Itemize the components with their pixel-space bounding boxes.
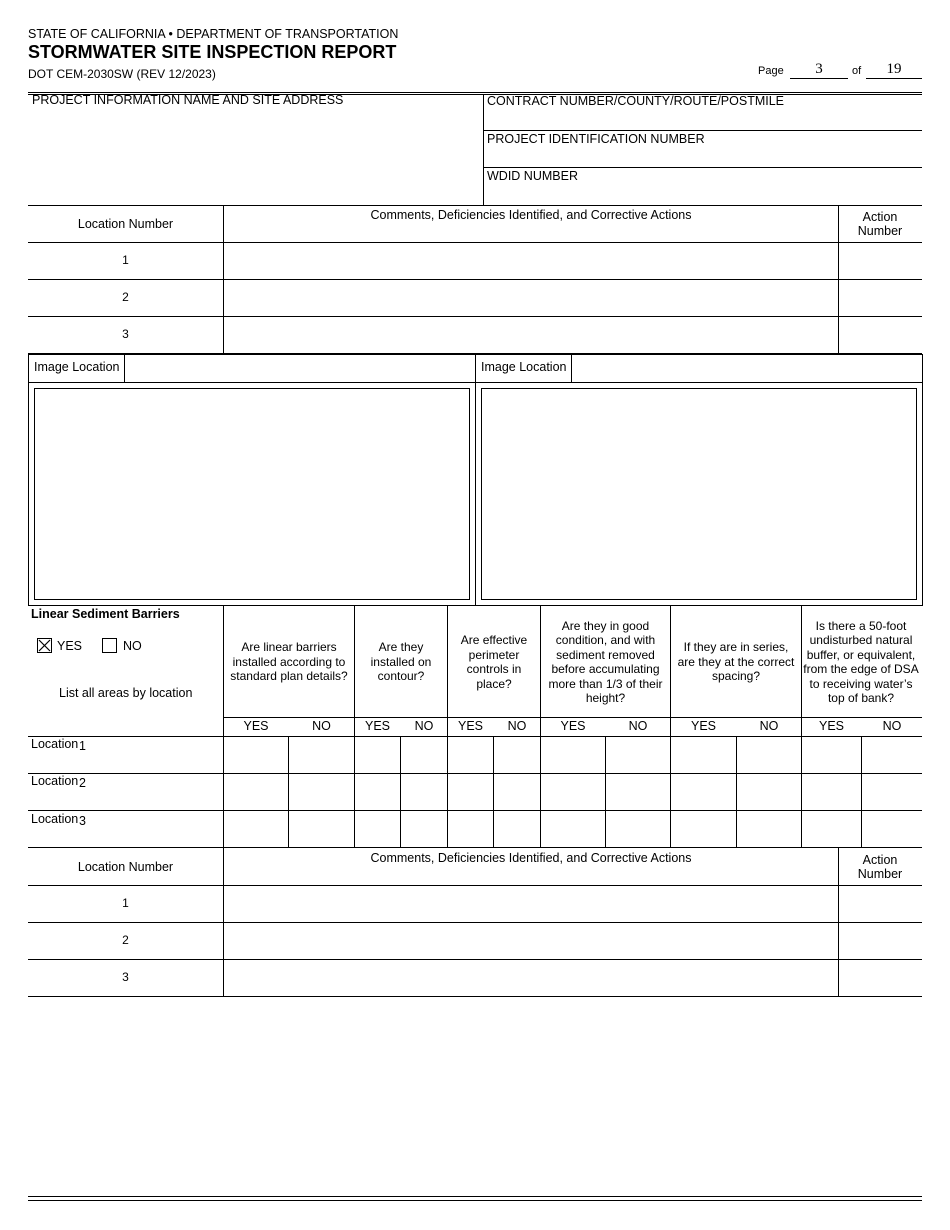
barrier-answer-cell[interactable] xyxy=(672,775,736,809)
footer-rule xyxy=(28,1196,922,1197)
divider xyxy=(605,736,606,847)
project-info-label: PROJECT INFORMATION NAME AND SITE ADDRESS xyxy=(32,93,344,107)
no-header: NO xyxy=(507,719,527,734)
no-header: NO xyxy=(882,719,902,734)
comments1-row-comments[interactable] xyxy=(225,281,835,314)
divider xyxy=(571,354,572,382)
no-header: NO xyxy=(414,719,434,734)
question-series-spacing: If they are in series, are they at the correct spacing? xyxy=(677,640,795,684)
question-on-contour: Are they installed on contour? xyxy=(370,640,432,684)
project-id-field[interactable] xyxy=(485,148,921,167)
image-box-left[interactable] xyxy=(34,388,470,600)
barrier-answer-cell[interactable] xyxy=(402,775,447,809)
barrier-answer-cell[interactable] xyxy=(672,812,736,846)
barrier-answer-cell[interactable] xyxy=(495,738,540,772)
divider xyxy=(475,354,476,606)
no-header: NO xyxy=(759,719,779,734)
contract-field[interactable] xyxy=(485,110,921,130)
barrier-answer-cell[interactable] xyxy=(495,812,540,846)
barrier-answer-cell[interactable] xyxy=(607,738,670,772)
col-location-number: Location Number xyxy=(77,859,174,874)
comments2-row-location: 2 xyxy=(122,933,129,948)
barrier-answer-cell[interactable] xyxy=(356,775,400,809)
question-standard-plan: Are linear barriers installed according to standard plan details? xyxy=(230,640,348,684)
barrier-answer-cell[interactable] xyxy=(542,812,605,846)
barrier-answer-cell[interactable] xyxy=(290,738,354,772)
comments2-row-action[interactable] xyxy=(840,924,920,957)
agency-line: STATE OF CALIFORNIA • DEPARTMENT OF TRANSPORTATION xyxy=(28,27,399,41)
rule xyxy=(28,736,922,737)
no-header: NO xyxy=(312,719,331,734)
checkmark-x-icon xyxy=(38,639,51,652)
rule xyxy=(483,167,922,168)
comments1-row-comments[interactable] xyxy=(225,244,835,277)
yes-header: YES xyxy=(690,719,716,734)
of-label: of xyxy=(852,65,862,77)
col-comments: Comments, Deficiencies Identified, and Corrective Actions xyxy=(370,850,692,865)
barrier-answer-cell[interactable] xyxy=(738,775,801,809)
barrier-answer-cell[interactable] xyxy=(803,775,861,809)
barrier-answer-cell[interactable] xyxy=(356,738,400,772)
image-location-label-left: Image Location xyxy=(34,360,120,374)
rule xyxy=(28,810,922,811)
barrier-answer-cell[interactable] xyxy=(225,775,288,809)
barriers-list-label: List all areas by location xyxy=(59,686,193,700)
comments2-row-action[interactable] xyxy=(840,887,920,920)
footer-rule xyxy=(28,1200,922,1201)
comments1-row-comments[interactable] xyxy=(225,318,835,351)
comments2-row-location: 1 xyxy=(122,896,129,911)
yes-header: YES xyxy=(818,719,844,734)
barrier-answer-cell[interactable] xyxy=(290,775,354,809)
comments1-row-location: 3 xyxy=(122,327,129,342)
barrier-answer-cell[interactable] xyxy=(542,738,605,772)
comments1-row-location: 1 xyxy=(122,253,129,268)
barrier-answer-cell[interactable] xyxy=(356,812,400,846)
barrier-answer-cell[interactable] xyxy=(402,812,447,846)
barrier-answer-cell[interactable] xyxy=(449,738,493,772)
comments1-row-location: 2 xyxy=(122,290,129,305)
page-number-field[interactable]: 3 xyxy=(790,60,848,79)
barrier-answer-cell[interactable] xyxy=(290,812,354,846)
barrier-answer-cell[interactable] xyxy=(225,738,288,772)
barriers-no-label: NO xyxy=(123,639,142,653)
wdid-field[interactable] xyxy=(485,185,921,205)
barrier-answer-cell[interactable] xyxy=(672,738,736,772)
comments1-row-action[interactable] xyxy=(840,244,920,277)
project-info-field[interactable] xyxy=(30,110,480,204)
divider xyxy=(861,736,862,847)
barrier-row-location[interactable]: 3 xyxy=(79,814,86,828)
barrier-answer-cell[interactable] xyxy=(863,775,921,809)
page-label: Page xyxy=(758,65,784,77)
yes-header: YES xyxy=(243,719,269,734)
total-pages-field[interactable]: 19 xyxy=(866,60,922,79)
image-location-label-right: Image Location xyxy=(481,360,567,374)
barrier-answer-cell[interactable] xyxy=(738,812,801,846)
barriers-no-checkbox[interactable] xyxy=(102,638,117,653)
form-title: STORMWATER SITE INSPECTION REPORT xyxy=(28,42,397,62)
question-50-foot-buffer: Is there a 50-foot undisturbed natural buffer, or equivalent, from the edge of DSA to receiving water’s top of bank? xyxy=(803,618,919,705)
no-header: NO xyxy=(628,719,648,734)
yes-header: YES xyxy=(560,719,586,734)
barrier-answer-cell[interactable] xyxy=(607,812,670,846)
rule xyxy=(28,773,922,774)
divider xyxy=(483,94,484,206)
image-box-right[interactable] xyxy=(481,388,917,600)
col-action-number: Action Number xyxy=(857,209,903,238)
divider xyxy=(288,736,289,847)
rule xyxy=(483,130,922,131)
barriers-yes-label: YES xyxy=(57,639,83,653)
barrier-answer-cell[interactable] xyxy=(863,738,921,772)
comments2-row-comments[interactable] xyxy=(225,961,835,994)
col-comments: Comments, Deficiencies Identified, and Corrective Actions xyxy=(370,207,692,222)
barrier-answer-cell[interactable] xyxy=(449,812,493,846)
barrier-row-location-label: Location xyxy=(31,774,79,788)
comments2-row-action[interactable] xyxy=(840,961,920,994)
col-location-number: Location Number xyxy=(77,216,174,231)
divider xyxy=(736,736,737,847)
barriers-title: Linear Sediment Barriers xyxy=(31,607,180,621)
barrier-row-location-label: Location xyxy=(31,737,79,751)
rule xyxy=(28,382,922,383)
yes-header: YES xyxy=(457,719,483,734)
comments2-row-comments[interactable] xyxy=(225,887,835,920)
barrier-answer-cell[interactable] xyxy=(738,738,801,772)
contract-label: CONTRACT NUMBER/COUNTY/ROUTE/POSTMILE xyxy=(487,94,785,108)
project-id-label: PROJECT IDENTIFICATION NUMBER xyxy=(487,132,705,146)
barrier-answer-cell[interactable] xyxy=(225,812,288,846)
col-action-number: Action Number xyxy=(857,852,903,881)
comments1-row-action[interactable] xyxy=(840,318,920,351)
barrier-answer-cell[interactable] xyxy=(803,812,861,846)
comments1-row-action[interactable] xyxy=(840,281,920,314)
wdid-label: WDID NUMBER xyxy=(487,169,578,183)
barrier-row-location-label: Location xyxy=(31,812,79,826)
question-good-condition: Are they in good condition, and with sediment removed before accumulating more than 1/3 of their height? xyxy=(548,618,663,705)
image-location-field-left[interactable] xyxy=(127,356,473,380)
barrier-row-location[interactable]: 1 xyxy=(79,739,86,753)
form-id: DOT CEM-2030SW (REV 12/2023) xyxy=(28,67,216,81)
barrier-row-location[interactable]: 2 xyxy=(79,776,86,790)
comments2-row-location: 3 xyxy=(122,970,129,985)
divider xyxy=(493,736,494,847)
rule xyxy=(28,996,922,997)
comments2-row-comments[interactable] xyxy=(225,924,835,957)
barrier-answer-cell[interactable] xyxy=(863,812,921,846)
divider xyxy=(400,736,401,847)
barrier-answer-cell[interactable] xyxy=(495,775,540,809)
barrier-answer-cell[interactable] xyxy=(449,775,493,809)
divider xyxy=(124,354,125,382)
barrier-answer-cell[interactable] xyxy=(542,775,605,809)
rule xyxy=(28,847,922,848)
barrier-answer-cell[interactable] xyxy=(803,738,861,772)
barrier-answer-cell[interactable] xyxy=(402,738,447,772)
question-perimeter-controls: Are effective perimeter controls in place? xyxy=(460,633,528,691)
barrier-answer-cell[interactable] xyxy=(607,775,670,809)
yes-header: YES xyxy=(364,719,390,734)
barriers-yes-checkbox[interactable] xyxy=(37,638,52,653)
image-location-field-right[interactable] xyxy=(574,356,920,380)
